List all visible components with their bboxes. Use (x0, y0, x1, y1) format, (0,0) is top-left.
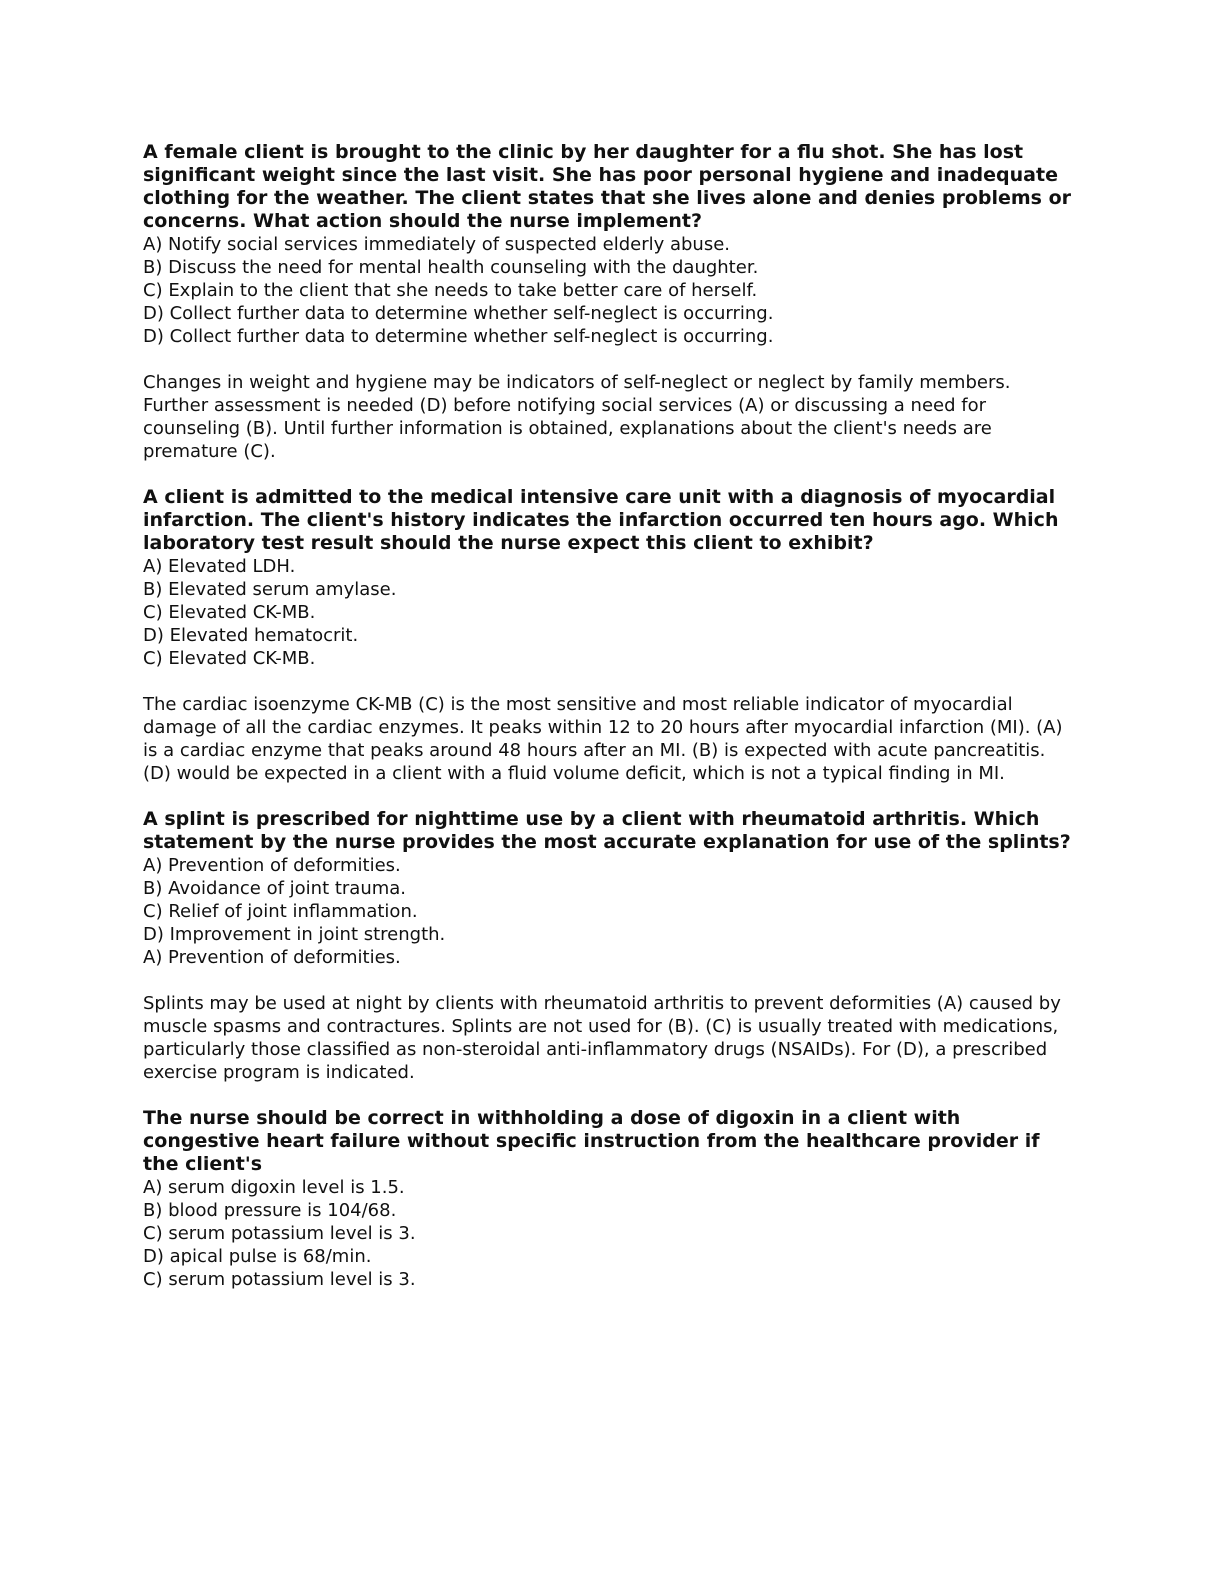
question-text: A female client is brought to the clinic by her daughter for a flu shot. She has lost significant weight since the last visit. She has poor personal hygiene and inadequate clothing for the weather. The client states that she lives alone and denies problems or concerns. What action should the nurse implement? (143, 141, 1072, 232)
document-page (143, 141, 1078, 1314)
answer-option-b: B) Avoidance of joint trauma. (143, 878, 407, 899)
answer-explanation: The cardiac isoenzyme CK-MB (C) is the most sensitive and most reliable indicator of myocardial damage of all the cardiac enzymes. It peaks within 12 to 20 hours after myocardial infarction (MI). (A) is a cardiac enzyme that peaks around 48 hours after an MI. (B) is expected with acute pancreatitis. (D) would be expected in a client with a fluid volume deficit, which is not a typical finding in MI. (143, 694, 1063, 784)
answer-option-a: A) serum digoxin level is 1.5. (143, 1177, 405, 1198)
answer-option-a: A) Notify social services immediately of suspected elderly abuse. (143, 234, 731, 255)
question-text: The nurse should be correct in withholding a dose of digoxin in a client with congestive heart failure without specific instruction from the healthcare provider if the client's (143, 1107, 1040, 1175)
answer-option-b: B) Elevated serum amylase. (143, 579, 397, 600)
answer-option-d: D) Collect further data to determine whether self-neglect is occurring. (143, 303, 774, 324)
question-text: A splint is prescribed for nighttime use by a client with rheumatoid arthritis. Which statement by the nurse provides the most accurate explanation for use of the splints? (143, 808, 1071, 853)
answer-option-d: D) Elevated hematocrit. (143, 625, 359, 646)
correct-answer: A) Prevention of deformities. (143, 947, 401, 968)
answer-option-c: C) Elevated CK-MB. (143, 602, 316, 623)
answer-option-a: A) Prevention of deformities. (143, 855, 401, 876)
answer-option-d: D) Improvement in joint strength. (143, 924, 446, 945)
answer-option-c: C) serum potassium level is 3. (143, 1223, 416, 1244)
answer-explanation: Changes in weight and hygiene may be indicators of self-neglect or neglect by family members. Further assessment is needed (D) before notifying social services (A) or discussing a need for counseling (B). Until further information is obtained, explanations about the client's needs are premature (C). (143, 372, 1011, 462)
correct-answer: C) serum potassium level is 3. (143, 1269, 416, 1290)
question-item-3 (143, 808, 1078, 969)
answer-option-c: C) Explain to the client that she needs to take better care of herself. (143, 280, 758, 301)
question-item-1 (143, 141, 1078, 348)
answer-option-a: A) Elevated LDH. (143, 556, 296, 577)
answer-option-b: B) blood pressure is 104/68. (143, 1200, 397, 1221)
answer-option-d: D) apical pulse is 68/min. (143, 1246, 372, 1267)
answer-explanation: Splints may be used at night by clients with rheumatoid arthritis to prevent deformities (A) caused by muscle spasms and contractures. Splints are not used for (B). (C) is usually treated with medications, particularly those classified as non-steroidal anti-inflammatory drugs (NSAIDs). For (D), a prescribed exercise program is indicated. (143, 993, 1061, 1083)
question-item-2 (143, 486, 1078, 670)
question-text: A client is admitted to the medical intensive care unit with a diagnosis of myocardial infarction. The client's history indicates the infarction occurred ten hours ago. Which laboratory test result should the nurse expect this client to exhibit? (143, 486, 1059, 554)
correct-answer: D) Collect further data to determine whether self-neglect is occurring. (143, 326, 774, 347)
question-item-4 (143, 1107, 1078, 1291)
correct-answer: C) Elevated CK-MB. (143, 648, 316, 669)
answer-option-b: B) Discuss the need for mental health counseling with the daughter. (143, 257, 759, 278)
answer-option-c: C) Relief of joint inflammation. (143, 901, 418, 922)
